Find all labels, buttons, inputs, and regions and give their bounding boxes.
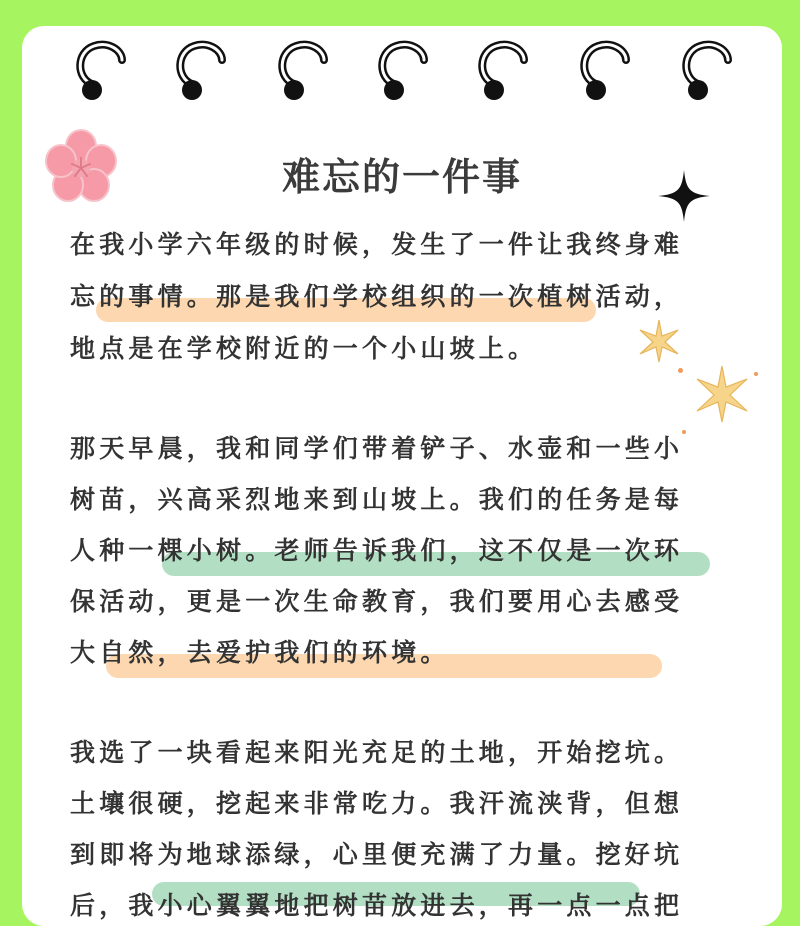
- binder-ring-icon: [274, 38, 330, 102]
- sparkle-icon: [656, 168, 712, 224]
- binder-ring-icon: [172, 38, 228, 102]
- text-line: 那天早晨，我和同学们带着铲子、水壶和一些小: [70, 434, 684, 463]
- text-line: 在我小学六年级的时候，发生了一件让我终身难: [70, 230, 684, 259]
- text-line: 保活动，更是一次生命教育，我们要用心去感受: [70, 587, 684, 616]
- binder-ring-icon: [576, 38, 632, 102]
- dot-decoration: [678, 368, 683, 373]
- binder-ring-icon: [72, 38, 128, 102]
- text-line: 忘的事情。那是我们学校组织的一次植树活动，: [70, 282, 684, 311]
- text-line: 大自然，去爱护我们的环境。: [70, 638, 450, 667]
- note-card: [22, 26, 782, 926]
- text-line: 我选了一块看起来阳光充足的土地，开始挖坑。: [70, 738, 684, 767]
- binder-ring-icon: [678, 38, 734, 102]
- text-line: 土壤很硬，挖起来非常吃力。我汗流浃背，但想: [70, 789, 684, 818]
- binder-ring-icon: [374, 38, 430, 102]
- text-line: 树苗，兴高采烈地来到山坡上。我们的任务是每: [70, 485, 684, 514]
- binder-ring-icon: [474, 38, 530, 102]
- text-line: 人种一棵小树。老师告诉我们，这不仅是一次环: [70, 536, 684, 565]
- text-line: 后，我小心翼翼地把树苗放进去，再一点一点把: [70, 891, 684, 920]
- text-line: 到即将为地球添绿，心里便充满了力量。挖好坑: [70, 840, 684, 869]
- dot-decoration: [754, 372, 758, 376]
- page-title: 难忘的一件事: [281, 155, 522, 199]
- text-line: 地点是在学校附近的一个小山坡上。: [70, 334, 538, 363]
- star-icon: [690, 362, 754, 426]
- star-icon: [634, 316, 684, 366]
